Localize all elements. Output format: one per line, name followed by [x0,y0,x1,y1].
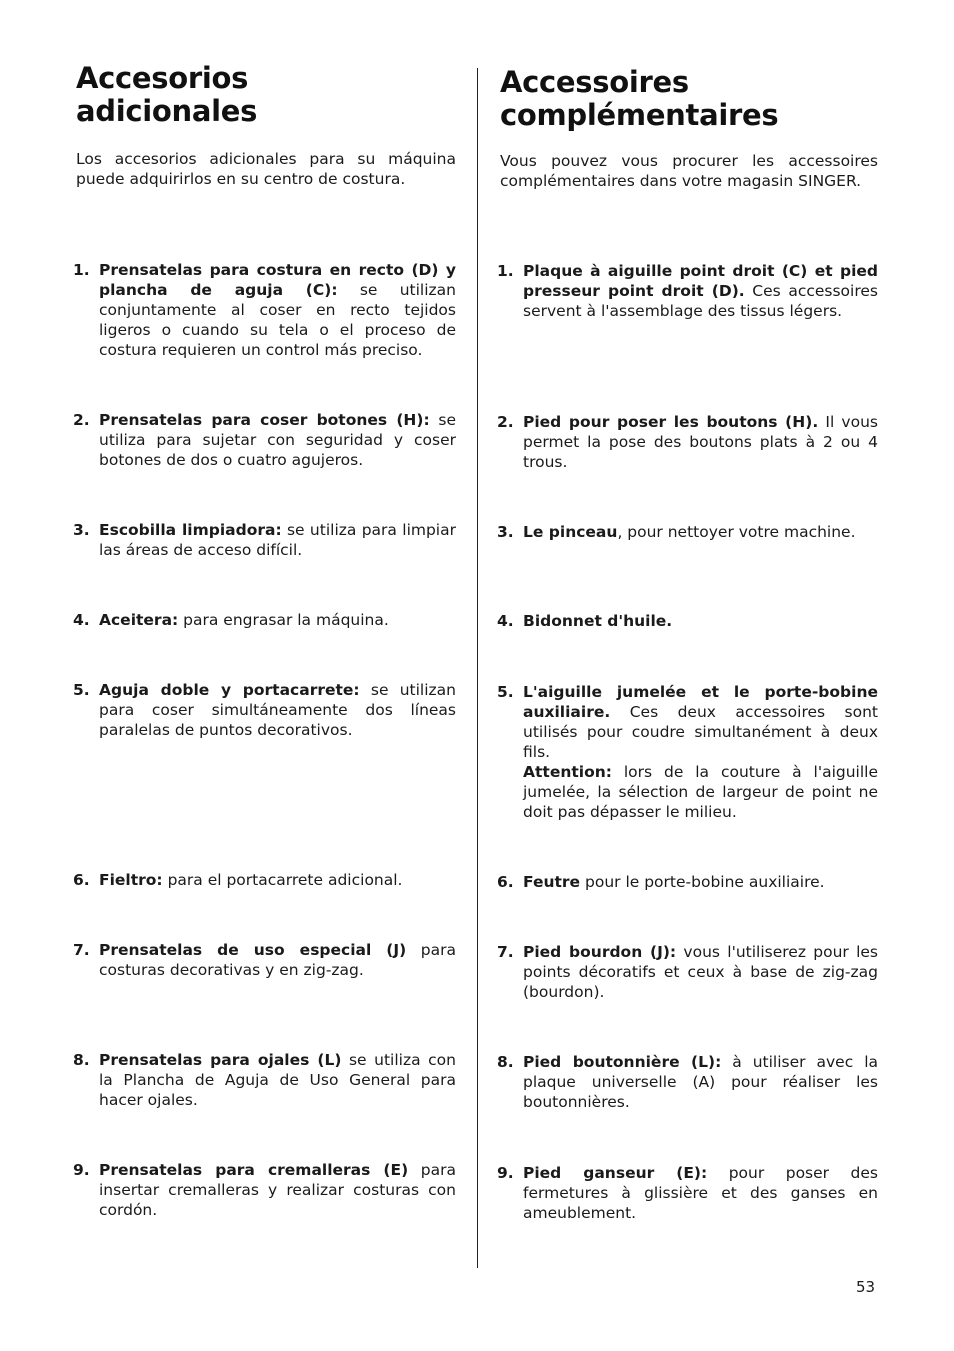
item-heading: Aguja doble y portacarrete: [99,681,360,699]
list-item [73,260,456,360]
item-number: 5. [73,681,90,699]
list-item [73,410,456,470]
list-item [497,412,878,472]
item-number: 5. [497,683,514,701]
item-number: 7. [497,943,514,961]
item-number: 3. [73,521,90,539]
item-text: para costuras decorativas y en zig-zag. [99,941,456,979]
item-text: , pour nettoyer votre machine. [617,523,856,541]
item-heading: Pied bourdon (J): [523,943,677,961]
list-item [73,870,456,890]
item-heading: Pied pour poser les boutons (H). [523,413,819,431]
item-heading: Aceitera: [99,611,179,629]
list-item [497,1052,878,1112]
item-text: Il vous permet la pose des boutons plats à 2 ou 4 trous. [523,413,878,471]
list-item [497,1163,878,1223]
item-heading: Le pinceau [523,523,618,541]
list-item [497,682,878,822]
item-text: se utilizan para coser simultáneamente dos líneas paralelas de puntos decorativos. [99,681,456,739]
item-number: 8. [497,1053,514,1071]
item-number: 8. [73,1051,90,1069]
item-heading: Bidonnet d'huile. [523,612,673,630]
list-item [497,611,878,631]
intro-paragraph: Vous pouvez vous procurer les accessoires complémentaires dans votre magasin SINGER. [500,152,878,190]
list-item [73,610,456,630]
item-text: para insertar cremalleras y realizar costuras con cordón. [99,1161,456,1219]
list-item [73,1160,456,1220]
item-text: pour poser des fermetures à glissière et des ganses en ameublement. [523,1164,878,1222]
intro-paragraph: Los accesorios adicionales para su máquina puede adquirirlos en su centro de costura. [76,150,456,188]
item-heading: Prensatelas para coser botones (H): [99,411,430,429]
list-item [73,520,456,560]
title-line-2: adicionales [76,94,258,128]
item-number: 7. [73,941,90,959]
item-text: se utilizan conjuntamente al coser en recto tejidos ligeros o cuando su tela o el proceso de costura requieren un control más preciso. [99,281,456,359]
item-text: Ces deux accessoires sont utilisés pour coudre simultanément à deux fils. [523,703,878,761]
item-text: vous l'utiliserez pour les points décoratifs et ceux à base de zig-zag (bourdon). [523,943,878,1001]
item-number: 2. [73,411,90,429]
title-line-1: Accesorios [76,61,249,95]
item-number: 6. [497,873,514,891]
item-heading: Pied ganseur (E): [523,1164,708,1182]
item-heading: Escobilla limpiadora: [99,521,282,539]
title-line-2: complémentaires [500,98,779,132]
item-number: 9. [73,1161,90,1179]
list-item [73,940,456,980]
item-heading: Prensatelas para costura en recto (D) y plancha de aguja (C): [99,261,456,299]
item-heading: Pied boutonnière (L): [523,1053,722,1071]
item-text: se utiliza para limpiar las áreas de acceso difícil. [99,521,456,559]
page-title-spanish [76,62,257,128]
item-number: 6. [73,871,90,889]
item-number: 3. [497,523,514,541]
item-number: 1. [497,262,514,280]
item-heading: L'aiguille jumelée et le porte-bobine auxiliaire. [523,683,878,721]
item-heading: Fieltro: [99,871,163,889]
list-item [497,942,878,1002]
item-text: se utiliza con la Plancha de Aguja de Uso General para hacer ojales. [99,1051,456,1109]
item-text: para el portacarrete adicional. [162,871,403,889]
list-item [73,680,456,740]
item-heading: Plaque à aiguille point droit (C) et pied presseur point droit (D). [523,262,878,300]
item-text: para engrasar la máquina. [178,611,389,629]
list-item [73,1050,456,1110]
item-number: 4. [73,611,90,629]
list-item [497,522,878,542]
item-number: 9. [497,1164,514,1182]
item-number: 1. [73,261,90,279]
item-number: 2. [497,413,514,431]
item-heading: Prensatelas de uso especial (J) [99,941,407,959]
attention-label: Attention: [523,763,612,781]
item-text: pour le porte-bobine auxiliaire. [580,873,825,891]
item-heading: Prensatelas para cremalleras (E) [99,1161,409,1179]
title-line-1: Accessoires [500,65,689,99]
page-number: 53 [856,1278,876,1296]
item-number: 4. [497,612,514,630]
item-text: à utiliser avec la plaque universelle (A) pour réaliser les boutonnières. [523,1053,878,1111]
list-item [497,261,878,321]
item-heading: Prensatelas para ojales (L) [99,1051,342,1069]
attention-text: lors de la couture à l'aiguille jumelée, la sélection de largeur de point ne doit pas dépasser le milieu. [523,763,878,821]
item-text: se utiliza para sujetar con seguridad y coser botones de dos o cuatro agujeros. [99,411,456,469]
page-title-french [500,66,778,132]
item-text: Ces accessoires servent à l'assemblage des tissus légers. [523,282,878,320]
list-item [497,872,878,892]
column-divider [477,68,478,1268]
item-heading: Feutre [523,873,581,891]
